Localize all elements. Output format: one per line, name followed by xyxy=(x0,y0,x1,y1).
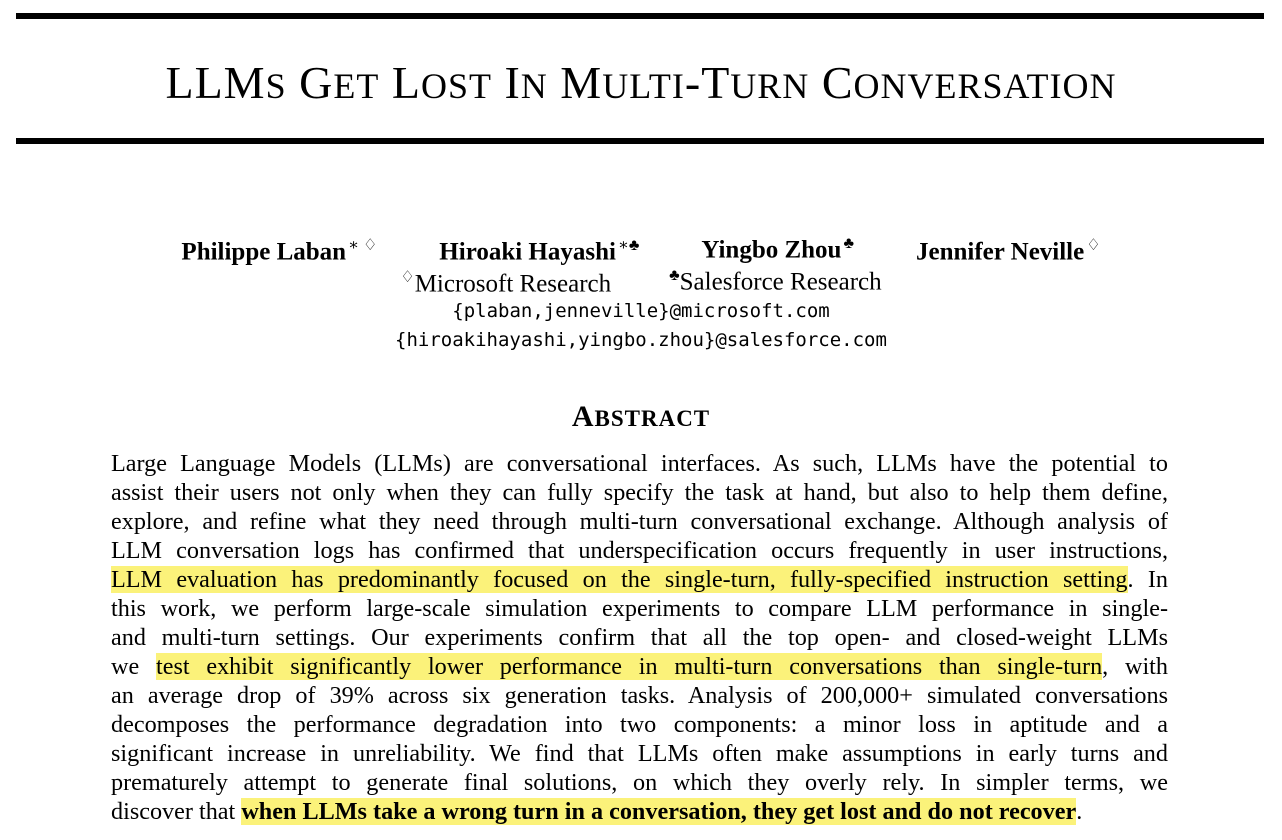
abstract-line: this work, we perform large-scale simulation experiments to compare LLM performance in single- xyxy=(111,595,1168,622)
abstract-line: decomposes the performance degradation into two components: a minor loss in aptitude and a xyxy=(111,711,1168,738)
email-microsoft: {plaban,jenneville}@microsoft.com xyxy=(452,300,830,322)
author-name: Philippe Laban ∗ ♢ xyxy=(181,237,378,266)
highlight: test exhibit significantly lower performance in multi-turn conversations than single-turn xyxy=(155,653,1103,680)
author-list xyxy=(0,235,1282,266)
affiliation: ♣Salesforce Research xyxy=(669,267,882,296)
abstract-line: LLM evaluation has predominantly focused on the single-turn, fully-specified instruction setting. In xyxy=(111,566,1168,593)
email-salesforce: {hiroakihayashi,yingbo.zhou}@salesforce.com xyxy=(395,329,887,351)
author-name: Jennifer Neville ♢ xyxy=(915,237,1101,266)
abstract-line: prematurely attempt to generate final solutions, on which they overly rely. In simpler terms, we xyxy=(111,769,1168,796)
abstract-line: explore, and refine what they need through multi-turn conversational exchange. Although analysis of xyxy=(111,508,1168,535)
author-name: Yingbo Zhou ♣ xyxy=(701,235,854,264)
abstract-line: significant increase in unreliability. We find that LLMs often make assumptions in early turns and xyxy=(111,740,1168,767)
affiliation-list xyxy=(0,267,1282,298)
abstract-heading: ABSTRACT xyxy=(571,400,711,433)
title-rule-top xyxy=(16,13,1264,19)
highlight-bold: when LLMs take a wrong turn in a conversation, they get lost and do not recover xyxy=(241,798,1077,825)
abstract-line: LLM conversation logs has confirmed that underspecification occurs frequently in user instructions, xyxy=(111,537,1168,564)
author-name: Hiroaki Hayashi ∗♣ xyxy=(439,237,640,266)
abstract-line: and multi-turn settings. Our experiments confirm that all the top open- and closed-weight LLMs xyxy=(111,624,1168,651)
affiliation: ♢Microsoft Research xyxy=(400,269,612,298)
highlight: LLM evaluation has predominantly focused on the single-turn, fully-specified instruction setting xyxy=(111,566,1128,593)
abstract-line: we test exhibit significantly lower performance in multi-turn conversations than single-turn, with xyxy=(111,653,1168,680)
abstract-line: Large Language Models (LLMs) are conversational interfaces. As such, LLMs have the potential to xyxy=(111,450,1168,477)
paper-title: LLMS GET LOST IN MULTI-TURN CONVERSATION xyxy=(165,57,1117,108)
abstract-line: an average drop of 39% across six generation tasks. Analysis of 200,000+ simulated conversations xyxy=(111,682,1168,709)
abstract-body xyxy=(111,449,1168,826)
title-rule-bottom xyxy=(16,138,1264,144)
abstract-line: discover that when LLMs take a wrong turn in a conversation, they get lost and do not recover. xyxy=(111,798,1083,825)
abstract-line: assist their users not only when they can fully specify the task at hand, but also to help them define, xyxy=(111,479,1168,506)
